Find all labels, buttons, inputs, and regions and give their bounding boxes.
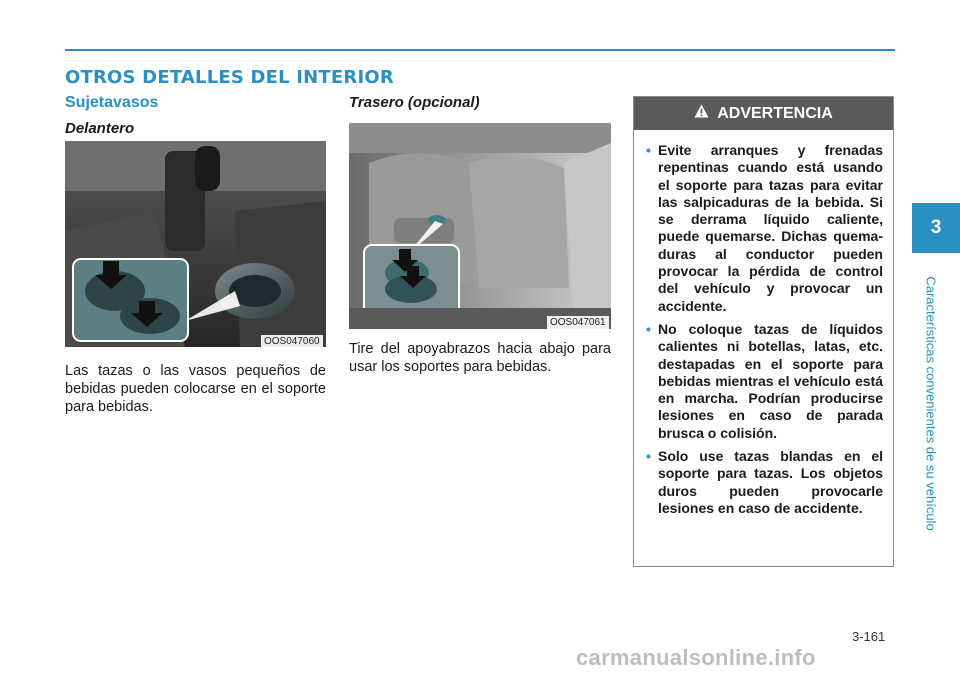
subheading-rear: Trasero (opcional)	[349, 94, 480, 111]
page-number: 3-161	[852, 629, 886, 644]
top-rule	[65, 49, 895, 51]
rear-description: Tire del apoyabrazos hacia abajo para usar los soportes para bebidas.	[349, 341, 611, 375]
warning-item-text: Evite arranques y frenadas repentinas cuando está usando el soporte para tazas para evitar las salpicaduras de la bebida. Si se derrama líquido caliente, puede quemarse. Dichas quema-duras al conductor pueden provocar la pérdida de control del vehículo y provocar un accidente.	[658, 142, 883, 314]
bullet-icon: •	[646, 320, 651, 337]
subheading-front: Delantero	[65, 120, 135, 137]
bullet-icon: •	[646, 448, 651, 465]
section-title: OTROS DETALLES DEL INTERIOR	[65, 67, 394, 88]
front-description: Las tazas o las vasos pequeños de bebidas pueden colocarse en el soporte para bebidas.	[65, 363, 326, 415]
chapter-tab: 3	[912, 203, 960, 253]
warning-item-text: Solo use tazas blandas en el soporte para tazas. Los objetos duros pueden provocarle lesiones en caso de accidente.	[658, 448, 883, 516]
warning-list	[634, 130, 893, 517]
front-cupholder-photo	[65, 141, 326, 347]
chapter-label-text: Características convenientes de su vehículo	[923, 275, 939, 531]
bullet-icon: •	[646, 142, 651, 158]
chapter-label	[921, 258, 941, 548]
image-code-front: OOS047060	[261, 335, 323, 348]
heading-sujetavasos: Sujetavasos	[65, 94, 159, 111]
warning-triangle-icon	[694, 104, 709, 123]
warning-header	[634, 97, 893, 130]
warning-item-text: No coloque tazas de líquidos calientes ni botellas, latas, etc. destapadas en el soporte para bebidas mientras el vehículo está en marcha. Podrían producirse lesiones en caso de parada brusca o colisión.	[658, 320, 883, 441]
warning-title: ADVERTENCIA	[717, 104, 833, 122]
warning-item	[646, 142, 883, 315]
image-code-rear: OOS047061	[547, 316, 609, 329]
rear-cupholder-photo	[349, 123, 611, 329]
watermark: carmanualsonline.info	[576, 645, 816, 670]
warning-box	[633, 96, 894, 567]
warning-item	[646, 448, 883, 517]
warning-item	[646, 321, 883, 442]
